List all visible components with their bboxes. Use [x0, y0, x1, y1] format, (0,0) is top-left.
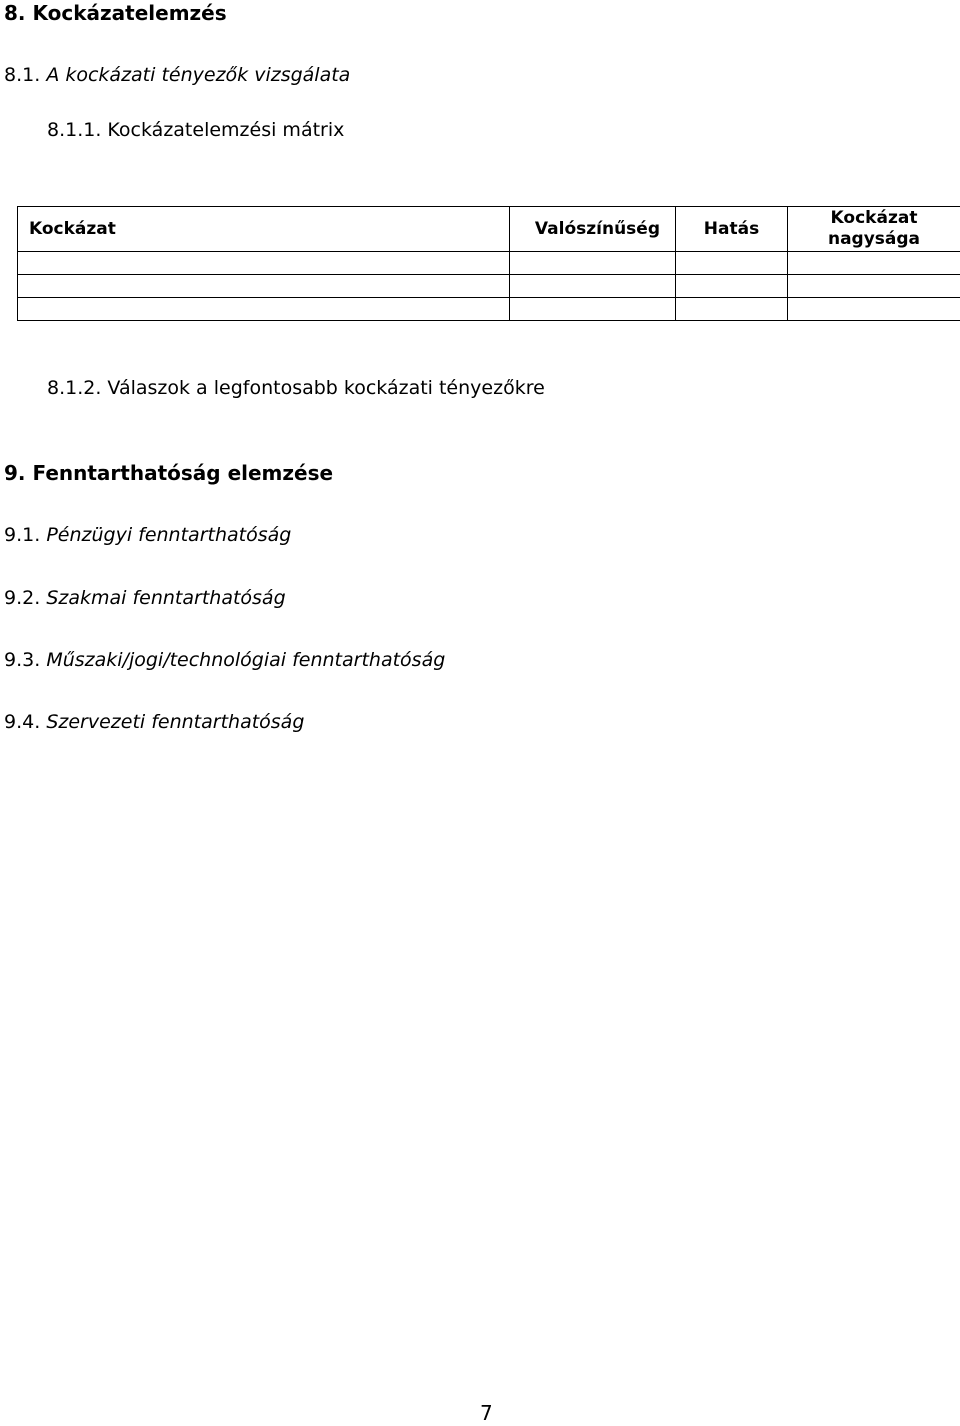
- heading-8-1-2: 8.1.2. Válaszok a legfontosabb kockázati tényezőkre: [47, 377, 545, 399]
- heading-9-3-number: 9.3.: [4, 649, 41, 671]
- heading-9: 9. Fenntarthatóság elemzése: [4, 461, 334, 485]
- column-header-risk-magnitude: Kockázat nagysága: [788, 207, 960, 252]
- heading-9-1: [4, 522, 291, 548]
- table-cell: [788, 252, 960, 275]
- column-header-probability: Valószínűség: [510, 207, 676, 252]
- heading-9-2-title: Szakmai fenntarthatóság: [46, 587, 286, 609]
- table-cell: [788, 275, 960, 298]
- table-cell: [788, 298, 960, 321]
- heading-8: 8. Kockázatelemzés: [4, 1, 227, 25]
- heading-9-1-number: 9.1.: [4, 524, 41, 546]
- table-row: [18, 275, 960, 298]
- table-cell: [676, 298, 788, 321]
- heading-9-2: [4, 585, 286, 611]
- table-cell: [510, 252, 676, 275]
- table-cell: [18, 298, 510, 321]
- table-cell: [510, 275, 676, 298]
- table-header-row: [18, 207, 960, 252]
- table-cell: [510, 298, 676, 321]
- heading-9-3: [4, 647, 445, 673]
- heading-8-1-title: A kockázati tényezők vizsgálata: [46, 64, 351, 86]
- table-cell: [18, 252, 510, 275]
- table-cell: [18, 275, 510, 298]
- heading-9-4: [4, 709, 304, 735]
- column-header-impact: Hatás: [676, 207, 788, 252]
- heading-8-1: [4, 62, 350, 88]
- table-cell: [676, 275, 788, 298]
- heading-9-1-title: Pénzügyi fenntarthatóság: [46, 524, 292, 546]
- heading-8-1-1: 8.1.1. Kockázatelemzési mátrix: [47, 119, 345, 141]
- heading-8-1-number: 8.1.: [4, 64, 41, 86]
- page-number: 7: [480, 1401, 493, 1425]
- heading-9-2-number: 9.2.: [4, 587, 41, 609]
- table-row: [18, 298, 960, 321]
- table-cell: [676, 252, 788, 275]
- risk-matrix-table: [17, 206, 960, 321]
- heading-9-4-number: 9.4.: [4, 711, 41, 733]
- heading-9-3-title: Műszaki/jogi/technológiai fenntarthatóság: [46, 649, 446, 671]
- table-row: [18, 252, 960, 275]
- heading-9-4-title: Szervezeti fenntarthatóság: [46, 711, 305, 733]
- column-header-risk: Kockázat: [18, 207, 510, 252]
